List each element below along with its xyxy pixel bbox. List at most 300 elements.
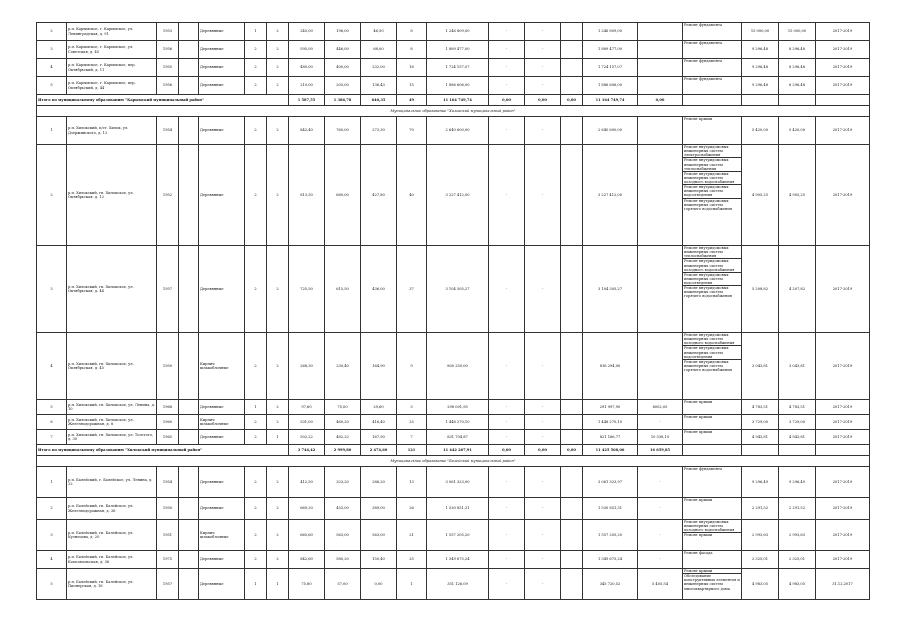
wall-material-cell: Деревянные (199, 41, 245, 59)
owners-cost-sum: 11 164 749,74 (583, 95, 638, 106)
completion-date-cell: 2017-2019 (816, 467, 870, 498)
total-cost-cell: 831 704,87 (427, 430, 489, 445)
work-type: Ремонт внутридомовых инженерных систем горячего водоснабжения (684, 198, 733, 211)
work-type: Ремонт крыши (684, 498, 713, 502)
residents-cell: 15 (397, 77, 427, 95)
owners-cost-cell: 1 246 809,00 (583, 23, 638, 41)
living-area-cell: 760,00 (325, 117, 361, 145)
year2-cell (179, 145, 199, 246)
work-type: Ремонт внутридомовых инженерных систем теплоснабжения (683, 158, 741, 171)
work-types-cell (683, 246, 742, 333)
work-type: Ремонт внутридомовых инженерных систем холодного водоснабжения (683, 172, 741, 185)
table-row (37, 145, 870, 246)
owners-cost-cell: 1 886 606,00 (583, 77, 638, 95)
unit-cost-cell: 5 208,82 (742, 246, 779, 333)
year-cell: 1954 (157, 117, 179, 145)
entrances-cell: 1 (267, 569, 289, 600)
floors-cell: 2 (245, 117, 267, 145)
section-title: Муниципальное образование "Балейский муниципальный район" (37, 456, 870, 467)
local-cost-cell (561, 333, 583, 400)
living-area-cell: 563,00 (325, 520, 361, 551)
total-cost-cell: 1 530 851,31 (427, 498, 489, 520)
max-unit-cost-cell: 5 420,00 (779, 117, 816, 145)
residents-cell: 13 (397, 467, 427, 498)
owners-cost-cell: 1 530 851,31 (583, 498, 638, 520)
private-area-cell: 286,20 (361, 467, 397, 498)
total-area-sum: 1 587,55 (289, 95, 325, 106)
other-cost-sum: 16 659,85 (638, 445, 683, 456)
row-number: 4 (37, 333, 67, 400)
private-area-cell: 136,43 (361, 77, 397, 95)
work-type: Ремонт фундамента (684, 41, 723, 45)
other-cost-cell: - (638, 415, 683, 430)
entrances-cell: 2 (267, 400, 289, 415)
other-cost-cell (638, 77, 683, 95)
table-row (37, 569, 870, 600)
work-types-cell (683, 333, 742, 400)
total-area-cell: 813,50 (289, 145, 325, 246)
max-unit-cost-cell: 8 296,48 (779, 41, 816, 59)
section-header (37, 456, 870, 467)
table-row (37, 551, 870, 569)
work-types-cell (683, 569, 742, 600)
work-type: Ремонт крыши (683, 569, 741, 574)
completion-date-cell: 2017-2019 (816, 333, 870, 400)
total-area-cell: 412,50 (289, 467, 325, 498)
year-cell: 1965 (157, 430, 179, 445)
floors-cell: 2 (245, 41, 267, 59)
owners-cost-cell: 3 104 305,27 (583, 246, 638, 333)
floors-cell: 2 (245, 520, 267, 551)
row-number: 4 (37, 551, 67, 569)
owners-cost-cell: 1 889 477,00 (583, 41, 638, 59)
year2-cell (179, 569, 199, 600)
other-cost-cell (638, 41, 683, 59)
work-type: Обследование конструктивных элементов и инженерных систем многоквартирного дома (684, 574, 740, 591)
private-area-cell: 389,00 (361, 498, 397, 520)
completion-date-cell: 2017-2019 (816, 551, 870, 569)
living-area-cell: 580,20 (325, 551, 361, 569)
fund-cost-cell: - (489, 117, 525, 145)
owners-cost-cell: 3 061 323,97 (583, 467, 638, 498)
unit-cost-cell: 9 296,48 (742, 41, 779, 59)
row-number: 3 (37, 246, 67, 333)
table-row (37, 59, 870, 77)
owners-cost-cell: 1 557 205,20 (583, 520, 638, 551)
address-cell: р.п. Карымское, г. Карымское, ул. Советская, д. 45 (67, 41, 157, 59)
regional-cost-cell: - (525, 520, 561, 551)
owners-cost-cell: 2 640 600,00 (583, 117, 638, 145)
address-cell: р.п. Карымское, г. Карымское, ул. Ленинградская, д. 91 (67, 23, 157, 41)
work-types-cell (683, 41, 742, 59)
empty-cell (742, 445, 779, 456)
year2-cell (179, 415, 199, 430)
table-row (37, 400, 870, 415)
floors-cell: 2 (245, 430, 267, 445)
floors-cell: 2 (245, 333, 267, 400)
work-type: Ремонт крыши (684, 533, 713, 538)
unit-cost-cell: 9 296,48 (742, 77, 779, 95)
total-cost-cell: 1 557 205,20 (427, 520, 489, 551)
regional-cost-cell: - (525, 467, 561, 498)
table-row (37, 117, 870, 145)
entrances-cell: 2 (267, 520, 289, 551)
work-type: Ремонт внутридомовых инженерных систем электроснабжения (683, 145, 741, 158)
year-cell: 1957 (157, 246, 179, 333)
work-type: Ремонт фасада (684, 551, 713, 555)
residents-cell: 40 (397, 145, 427, 246)
wall-material-cell: Кирпич шлакоблочные (199, 333, 245, 400)
wall-material-cell: Деревянные (199, 467, 245, 498)
regional-cost-cell: - (525, 400, 561, 415)
table-row (37, 246, 870, 333)
total-cost-cell: 2 640 600,00 (427, 117, 489, 145)
row-number: 1 (37, 467, 67, 498)
work-type: Ремонт внутридомовых инженерных систем холодного водоснабжения (683, 520, 741, 533)
fund-cost-cell: - (489, 145, 525, 246)
living-area-cell: 680,00 (325, 145, 361, 246)
max-unit-cost-cell: 2 325,01 (779, 551, 816, 569)
floors-cell: 2 (245, 77, 267, 95)
regional-cost-cell: - (525, 59, 561, 77)
fund-cost-cell: - (489, 569, 525, 600)
row-number: 7 (37, 430, 67, 445)
other-cost-cell (638, 246, 683, 333)
fund-cost-cell: - (489, 400, 525, 415)
owners-cost-cell: 1 349 675,24 (583, 551, 638, 569)
local-cost-cell (561, 569, 583, 600)
wall-material-cell: Деревянные (199, 551, 245, 569)
empty-cell (816, 445, 870, 456)
year-cell: 1953 (157, 23, 179, 41)
max-unit-cost-cell: 4 943,81 (779, 430, 816, 445)
local-cost-cell (561, 498, 583, 520)
work-type: Ремонт внутридомовых инженерных систем водоотведения (683, 185, 741, 198)
local-cost-sum: 0,00 (561, 445, 583, 456)
wall-material-cell: Кирпич шлакоблочные (199, 415, 245, 430)
work-type: Ремонт внутридомовых инженерных систем горячего водоснабжения (684, 286, 733, 299)
total-area-cell: 502,22 (289, 430, 325, 445)
fund-cost-cell: - (489, 467, 525, 498)
other-cost-cell (638, 117, 683, 145)
address-cell: р.п. Хилокский, гп. Хилокское, ул. Октябрьская, д. 44 (67, 246, 157, 333)
address-cell: р.п. Хилокский, гп. Хилокское, ул. Железнодорожная, д. 8 (67, 415, 157, 430)
local-cost-cell (561, 520, 583, 551)
entrances-cell: 2 (267, 145, 289, 246)
residents-cell: 21 (397, 520, 427, 551)
regional-cost-cell: - (525, 77, 561, 95)
work-types-cell (683, 400, 742, 415)
table-row (37, 77, 870, 95)
fund-cost-cell: - (489, 59, 525, 77)
owners-cost-cell: 1 448 270,10 (583, 415, 638, 430)
total-area-cell: 531,00 (289, 415, 325, 430)
table-row (37, 23, 870, 41)
wall-material-cell: Деревянные (199, 117, 245, 145)
entrances-cell: 2 (267, 117, 289, 145)
year-cell: 1955 (157, 59, 179, 77)
row-number: 4 (37, 59, 67, 77)
other-cost-cell: - (638, 520, 683, 551)
unit-cost-cell: 5 420,00 (742, 117, 779, 145)
year2-cell (179, 59, 199, 77)
empty-cell (779, 445, 816, 456)
local-cost-sum: 0,00 (561, 95, 583, 106)
work-type: Ремонт крыши (684, 400, 713, 404)
residents-cell: 25 (397, 415, 427, 430)
residents-cell: 7 (397, 430, 427, 445)
fund-cost-cell: - (489, 77, 525, 95)
row-number: 5 (37, 77, 67, 95)
entrances-cell: 2 (267, 246, 289, 333)
entrances-cell: 2 (267, 23, 289, 41)
regional-cost-cell: - (525, 145, 561, 246)
unit-cost-cell: 9 296,48 (742, 59, 779, 77)
other-cost-cell: - (638, 551, 683, 569)
other-cost-cell: - (638, 467, 683, 498)
address-cell: р.п. Хилокский, гп. Хилокское, ул. Толстого, д. 30 (67, 430, 157, 445)
work-types-cell (683, 117, 742, 145)
work-type: Ремонт крыши (684, 430, 713, 434)
other-cost-cell: 10 538,10 (638, 430, 683, 445)
section-title: Муниципальное образование "Хилокский муниципальный район" (37, 106, 870, 117)
private-area-cell: 29,60 (361, 400, 397, 415)
year2-cell (179, 333, 199, 400)
local-cost-cell (561, 415, 583, 430)
section-header (37, 106, 870, 117)
total-area-cell: 210,00 (289, 77, 325, 95)
total-cost-cell: 351 126,09 (427, 569, 489, 600)
row-number: 5 (37, 569, 67, 600)
year-cell: 1956 (157, 77, 179, 95)
section-total-row (37, 445, 870, 456)
total-area-cell: 97,60 (289, 400, 325, 415)
regional-cost-cell: - (525, 117, 561, 145)
regional-cost-cell: - (525, 333, 561, 400)
entrances-cell: 2 (267, 467, 289, 498)
completion-date-cell: 2017-2019 (816, 520, 870, 551)
year2-cell (179, 117, 199, 145)
private-area-cell: 427,80 (361, 145, 397, 246)
owners-cost-cell: 816 294,00 (583, 333, 638, 400)
private-area-cell: 46,50 (361, 23, 397, 41)
completion-date-cell: 2017-2019 (816, 23, 870, 41)
regional-cost-cell: - (525, 23, 561, 41)
regional-cost-cell: - (525, 41, 561, 59)
max-unit-cost-cell: 3 043,81 (779, 333, 816, 400)
total-cost-cell: 1 246 809,00 (427, 23, 489, 41)
private-area-cell: 68,00 (361, 41, 397, 59)
work-types-cell (683, 145, 742, 246)
work-type: Ремонт фундамента (684, 59, 723, 63)
owners-cost-cell: 821 166,77 (583, 430, 638, 445)
total-area-cell: 245,00 (289, 23, 325, 41)
living-area-cell: 446,00 (325, 41, 361, 59)
empty-cell (683, 445, 742, 456)
address-cell: р.п. Карымское, г. Карымское, пер. Октябрьский, д. 44 (67, 77, 157, 95)
fund-cost-cell: - (489, 333, 525, 400)
address-cell: р.п. Балейский, гп. Балейское, ул. Железнодорожная, д. 36 (67, 498, 157, 520)
row-number: 5 (37, 400, 67, 415)
wall-material-cell: Деревянные (199, 145, 245, 246)
total-cost-cell: 3 061 323,00 (427, 467, 489, 498)
completion-date-cell: 2017-2019 (816, 117, 870, 145)
work-types-cell (683, 415, 742, 430)
total-cost-cell: 1 886 606,00 (427, 77, 489, 95)
local-cost-cell (561, 59, 583, 77)
work-types-cell (683, 430, 742, 445)
wall-material-cell: Деревянные (199, 569, 245, 600)
wall-material-cell: Деревянные (199, 246, 245, 333)
year2-cell (179, 520, 199, 551)
empty-cell (683, 95, 742, 106)
row-number: 2 (37, 23, 67, 41)
max-unit-cost-cell: 2 291,52 (779, 498, 816, 520)
living-area-cell: 400,00 (325, 59, 361, 77)
regional-cost-cell: - (525, 246, 561, 333)
table-row (37, 498, 870, 520)
local-cost-cell (561, 23, 583, 41)
max-unit-cost-cell: 4 905,25 (779, 145, 816, 246)
year-cell: 1954 (157, 467, 179, 498)
total-cost-cell: 3 227 412,00 (427, 145, 489, 246)
local-cost-cell (561, 430, 583, 445)
other-cost-cell (638, 145, 683, 246)
year2-cell (179, 400, 199, 415)
year2-cell (179, 551, 199, 569)
fund-cost-cell: - (489, 246, 525, 333)
private-area-cell: 416,40 (361, 415, 397, 430)
entrances-cell: 2 (267, 415, 289, 430)
max-unit-cost-cell: 4 207,82 (779, 246, 816, 333)
total-area-cell: 480,00 (289, 59, 325, 77)
entrances-cell: 2 (267, 333, 289, 400)
year2-cell (179, 498, 199, 520)
private-area-cell: 273,30 (361, 117, 397, 145)
year-cell: 1968 (157, 400, 179, 415)
living-area-sum: 2 999,80 (325, 445, 361, 456)
wall-material-cell: Деревянные (199, 77, 245, 95)
regional-cost-sum: 0,00 (525, 95, 561, 106)
unit-cost-cell: 2 993,63 (742, 520, 779, 551)
total-cost-cell: 1 349 675,24 (427, 551, 489, 569)
unit-cost-cell: 4 783,51 (742, 400, 779, 415)
wall-material-cell: Деревянные (199, 400, 245, 415)
completion-date-cell: 2017-2019 (816, 77, 870, 95)
total-area-cell: 75,80 (289, 569, 325, 600)
entrances-cell: 2 (267, 77, 289, 95)
fund-cost-cell: - (489, 41, 525, 59)
total-label: Итого по муниципальному образованию "Карымский муниципальный район" (37, 95, 289, 106)
completion-date-cell: 2017-2019 (816, 41, 870, 59)
other-cost-cell: - (638, 498, 683, 520)
regional-cost-sum: 0,00 (525, 445, 561, 456)
year-cell: 1975 (157, 551, 179, 569)
unit-cost-cell: 3 043,81 (742, 333, 779, 400)
address-cell: р.п. Балейский, гп. Балейское, ул. Пионерская, д. 16 (67, 569, 157, 600)
empty-cell (816, 95, 870, 106)
total-label: Итого по муниципальному образованию "Хилокский муниципальный район" (37, 445, 289, 456)
completion-date-cell: 2017-2019 (816, 415, 870, 430)
total-cost-cell: 800 250,00 (427, 333, 489, 400)
entrances-cell: 1 (267, 430, 289, 445)
owners-cost-cell: 291 997,90 (583, 400, 638, 415)
local-cost-cell (561, 551, 583, 569)
year-cell: 1951 (157, 520, 179, 551)
repair-program-table (36, 22, 870, 600)
table-row (37, 430, 870, 445)
row-number: 2 (37, 145, 67, 246)
other-cost-cell: 5 405,54 (638, 569, 683, 600)
table-row (37, 415, 870, 430)
table-row (37, 520, 870, 551)
residents-cell: 16 (397, 59, 427, 77)
work-types-cell (683, 551, 742, 569)
work-type: Ремонт фундамента (684, 77, 723, 81)
max-unit-cost-cell: 2 993,63 (779, 520, 816, 551)
year-cell: 1952 (157, 145, 179, 246)
wall-material-cell: Деревянные (199, 59, 245, 77)
private-area-cell: 167,90 (361, 430, 397, 445)
total-cost-cell: 1 448 270,10 (427, 415, 489, 430)
other-cost-cell: 6002,05 (638, 400, 683, 415)
work-types-cell (683, 59, 742, 77)
other-cost-sum: 0,00 (638, 95, 683, 106)
work-types-cell (683, 77, 742, 95)
private-area-sum: 2 474,60 (361, 445, 397, 456)
residents-cell: 70 (397, 117, 427, 145)
work-type: Ремонт фундамента (684, 23, 723, 27)
floors-cell: 1 (245, 400, 267, 415)
max-unit-cost-cell: 9 296,49 (779, 467, 816, 498)
private-area-cell: 164,90 (361, 333, 397, 400)
residents-cell: 8 (397, 41, 427, 59)
floors-cell: 1 (245, 569, 267, 600)
completion-date-cell: 31.12.2017 (816, 569, 870, 600)
wall-material-cell: Кирпич шлакоблочные (199, 520, 245, 551)
total-area-cell: 725,50 (289, 246, 325, 333)
floors-cell: 2 (245, 246, 267, 333)
max-unit-cost-cell: 4 783,51 (779, 400, 816, 415)
living-area-cell: 75,00 (325, 400, 361, 415)
local-cost-cell (561, 145, 583, 246)
row-number: 6 (37, 415, 67, 430)
total-cost-sum: 11 164 749,74 (427, 95, 489, 106)
address-cell: р.п. Балейский, г. Балейское, ул. Ленина, д. 22 (67, 467, 157, 498)
table-row (37, 333, 870, 400)
fund-cost-cell: - (489, 415, 525, 430)
address-cell: р.п. Хилокский, п/ст. Хилок, ул. Дзержинского, д. 12 (67, 117, 157, 145)
living-area-cell: 323,20 (325, 467, 361, 498)
address-cell: р.п. Карымское, г. Карымское, пер. Октябрьский, д. 11 (67, 59, 157, 77)
work-type: Ремонт внутридомовых инженерных систем водоотведения (683, 273, 741, 286)
floors-cell: 2 (245, 551, 267, 569)
fund-cost-cell: - (489, 498, 525, 520)
residents-sum: 49 (397, 95, 427, 106)
floors-cell: 2 (245, 59, 267, 77)
living-area-cell: 230,40 (325, 333, 361, 400)
fund-cost-sum: 0,00 (489, 95, 525, 106)
entrances-cell: 2 (267, 41, 289, 59)
year2-cell (179, 41, 199, 59)
work-type: Ремонт внутридомовых инженерных систем холодного водоснабжения (683, 333, 741, 346)
owners-cost-cell: 1 724 157,07 (583, 59, 638, 77)
empty-cell (779, 95, 816, 106)
fund-cost-cell: - (489, 23, 525, 41)
living-area-cell: 460,20 (325, 415, 361, 430)
unit-cost-cell: 4 943,81 (742, 430, 779, 445)
residents-cell: 37 (397, 246, 427, 333)
